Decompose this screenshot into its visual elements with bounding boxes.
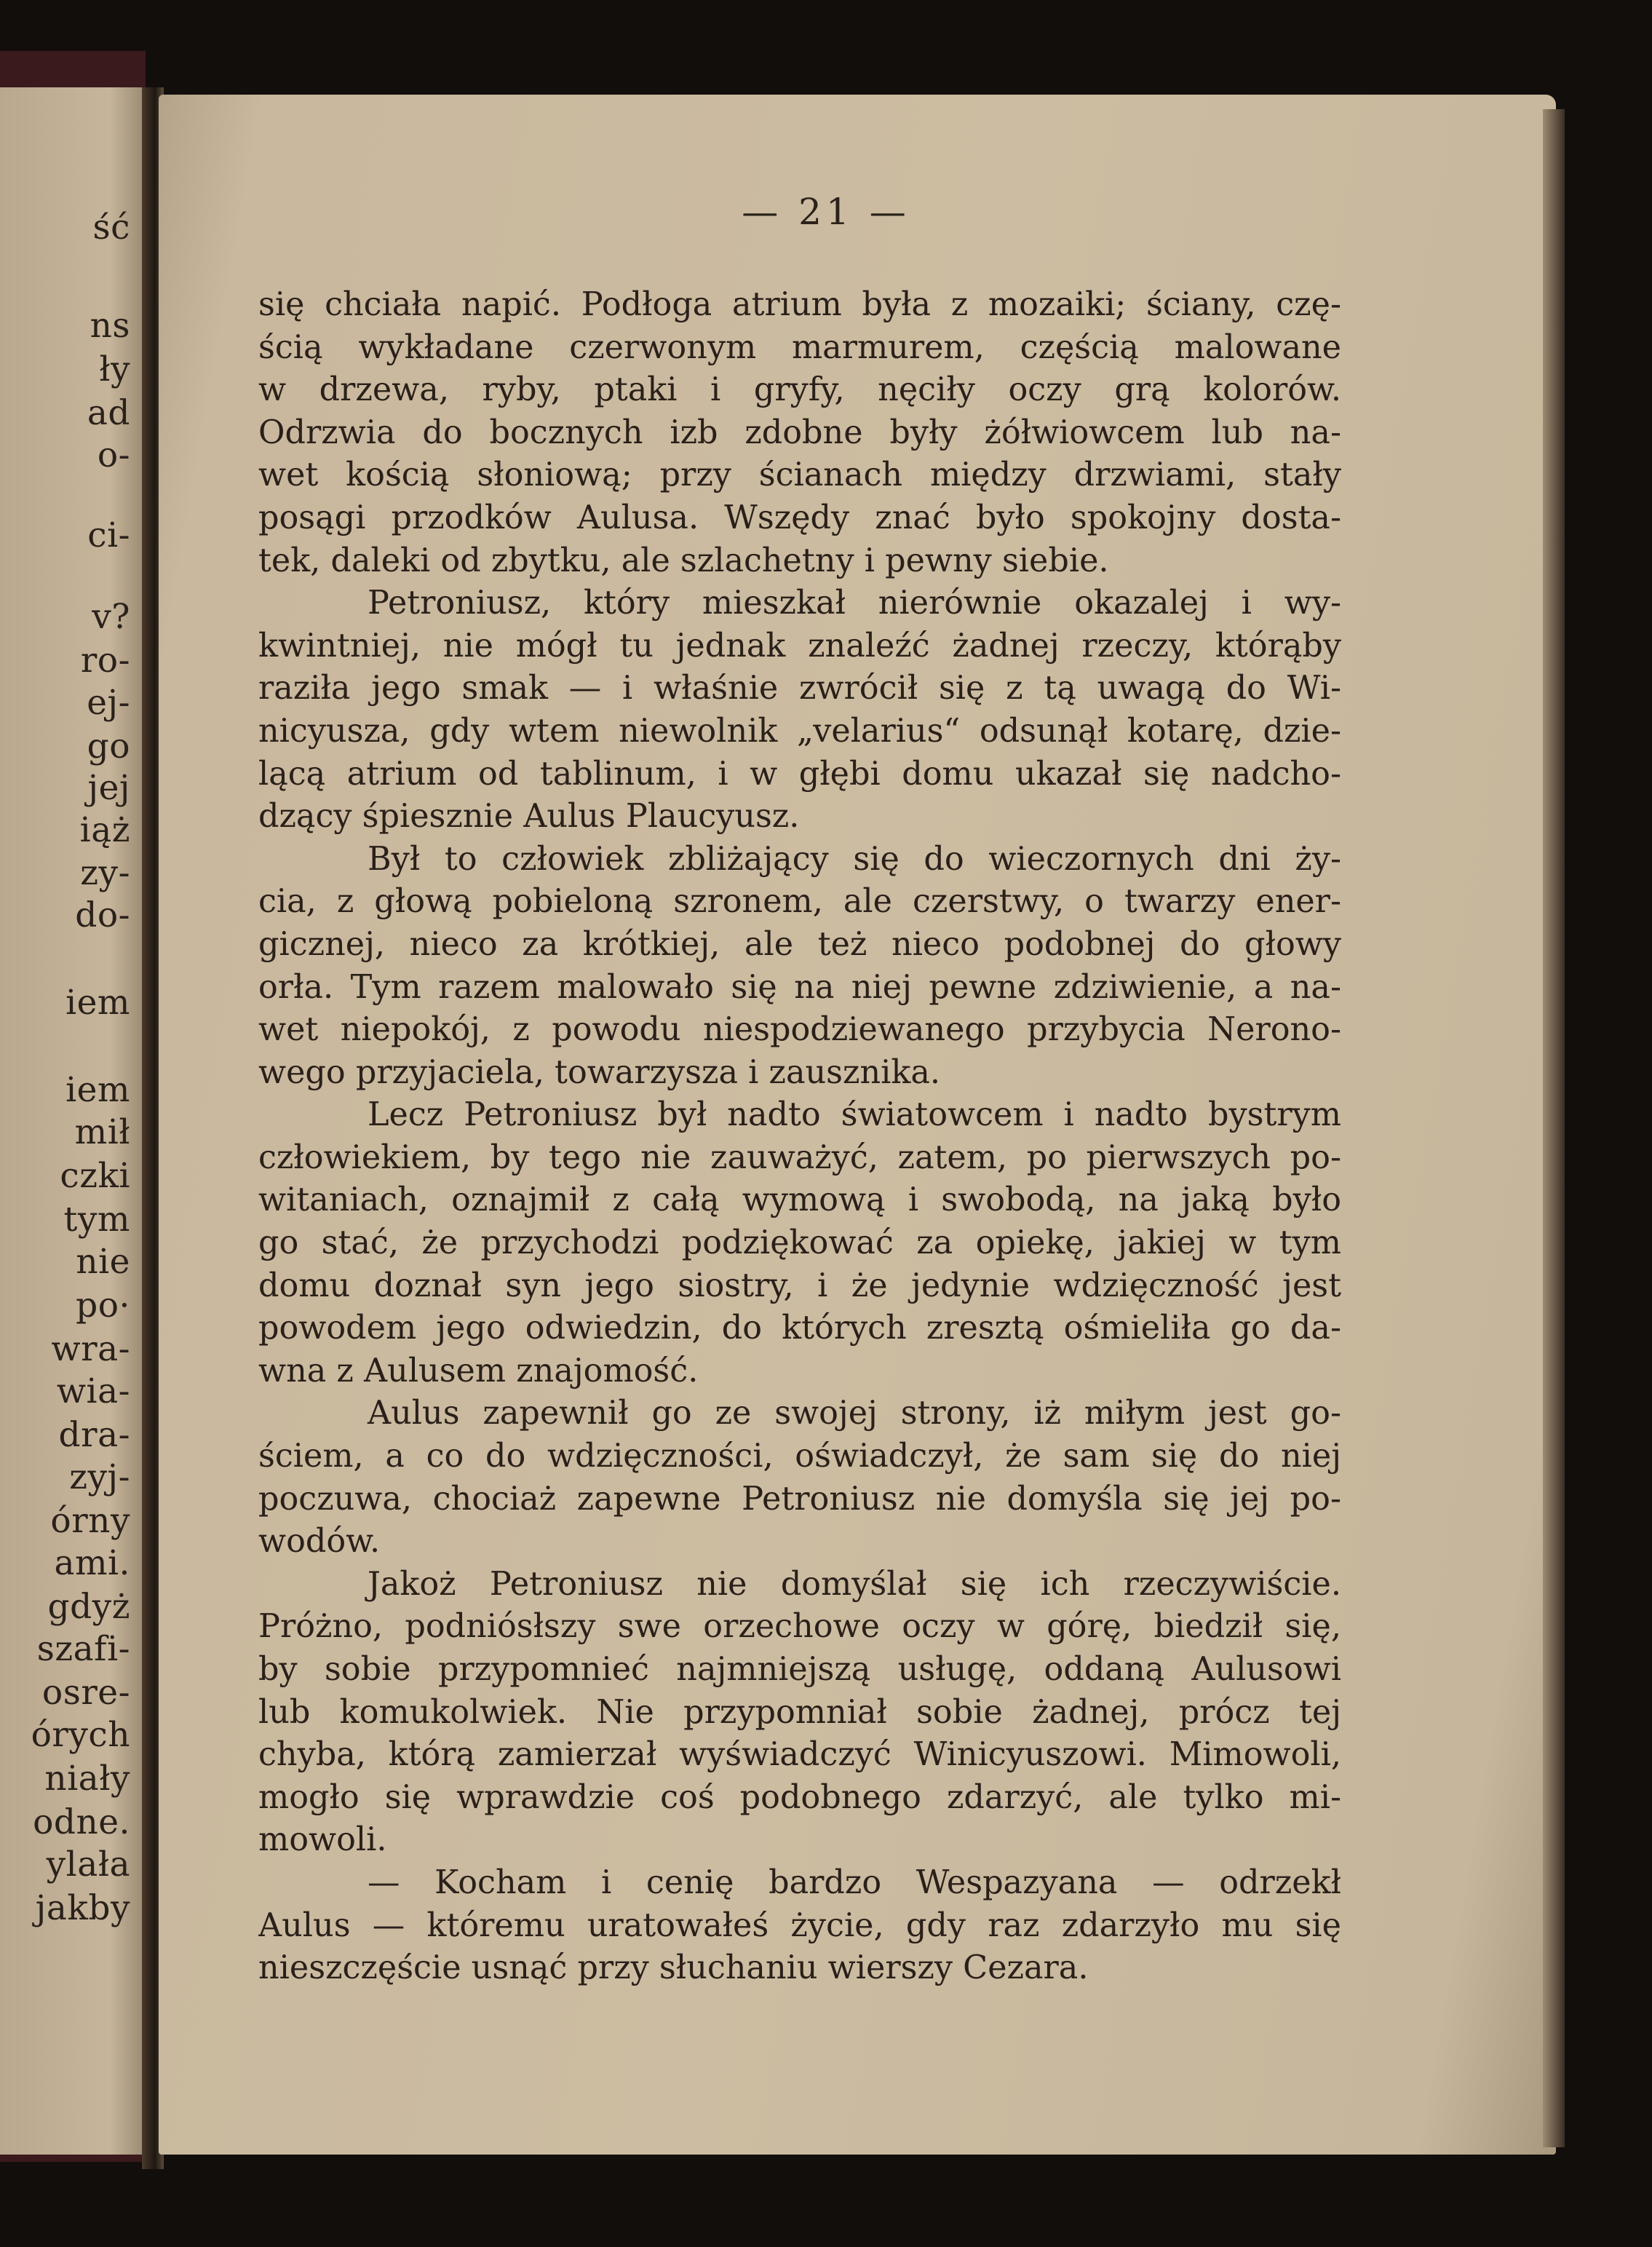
previous-page [0,87,156,2155]
page-edge [1543,109,1565,2147]
text-line: raziła jego smak — i właśnie zwrócił się z tą uwagą do Wi- [258,670,1341,708]
text-line: Próżno, podniósłszy swe orzechowe oczy w górę, biedził się, [258,1608,1341,1646]
text-line: lub komukolwiek. Nie przypomniał sobie żadnej, prócz tej [258,1693,1341,1731]
page-number: — 21 — [742,191,910,233]
text-line: chyba, którą zamierzał wyświadczyć Winicyuszowi. Mimowoli, [258,1736,1341,1774]
text-line: Odrzwia do bocznych izb zdobne były żółwiowcem lub na- [258,413,1341,451]
text-line: Lecz Petroniusz był nadto światowcem i nadto bystrym [368,1096,1341,1134]
text-line: Petroniusz, który mieszkał nierównie okazalej i wy- [368,584,1341,622]
text-line: by sobie przypomnieć najmniejszą usługę, oddaną Aulusowi [258,1651,1341,1688]
prev-page-line-fragment: ro- [80,641,130,681]
text-line: orła. Tym razem malowało się na niej pewne zdziwienie, a na- [258,968,1341,1006]
text-line: wodów. [258,1523,381,1561]
text-line: domu doznał syn jego siostry, i że jedynie wdzięczność jest [258,1267,1341,1304]
text-line: cia, z głową pobieloną szronem, ale czerstwy, o twarzy ener- [258,883,1341,921]
text-line: witaniach, oznajmił z całą wymową i swobodą, na jaką było [258,1181,1341,1219]
prev-page-line-fragment: iem [65,1070,130,1110]
prev-page-line-fragment: ej- [87,683,130,723]
prev-page-line-fragment: órny [50,1501,130,1541]
text-line: wet niepokój, z powodu niespodziewanego przybycia Nerono- [258,1011,1341,1049]
prev-page-line-fragment: go [87,726,130,766]
prev-page-line-fragment: ns [90,306,130,346]
text-line: Aulus — któremu uratowałeś życie, gdy raz zdarzyło mu się [258,1906,1341,1944]
prev-page-line-fragment: iem [65,983,130,1023]
text-line: tek, daleki od zbytku, ale szlachetny i pewny siebie. [258,542,1109,579]
prev-page-line-fragment: ad [87,393,130,433]
prev-page-line-fragment: o- [97,435,130,475]
text-line: się chciała napić. Podłoga atrium była z mozaiki; ściany, czę- [258,286,1341,323]
text-line: dzący śpiesznie Aulus Plaucyusz. [258,798,800,836]
text-line: wet kością słoniową; przy ścianach między drzwiami, stały [258,456,1341,494]
prev-page-line-fragment: gdyż [47,1587,130,1627]
text-line: nieszczęście usnąć przy słuchaniu wierszy Cezara. [258,1949,1089,1987]
prev-page-line-fragment: jej [87,768,130,808]
prev-page-line-fragment: nie [76,1242,130,1282]
text-line: kwintniej, nie mógł tu jednak znaleźć żadnej rzeczy, którąby [258,627,1341,665]
prev-page-line-fragment: tym [63,1200,130,1240]
text-line: nicyusza, gdy wtem niewolnik „velarius“ odsunął kotarę, dzie- [258,712,1341,750]
page-text [258,284,1341,1990]
prev-page-line-fragment: osre- [41,1673,130,1713]
prev-page-line-fragment: iąż [79,810,130,850]
text-line: mowoli. [258,1821,387,1859]
prev-page-line-fragment: ami. [54,1543,130,1583]
text-line: w drzewa, ryby, ptaki i gryfy, nęciły oczy grą kolorów. [258,371,1341,409]
text-line: poczuwa, chociaż zapewne Petroniusz nie domyśla się jej po- [258,1480,1341,1518]
prev-page-line-fragment: v? [92,597,130,637]
prev-page-line-fragment: szafi- [36,1629,130,1669]
text-line: posągi przodków Aulusa. Wszędy znać było spokojny dosta- [258,499,1341,536]
text-line: lącą atrium od tablinum, i w głębi domu ukazał się nadcho- [258,755,1341,793]
prev-page-line-fragment: zy- [80,853,130,893]
text-line: — Kocham i cenię bardzo Wespazyana — odrzekł [368,1863,1341,1901]
text-line: ścią wykładane czerwonym marmurem, częścią malowane [258,328,1341,366]
prev-page-line-fragment: odne. [33,1802,130,1842]
prev-page-line-fragment: wia- [56,1371,130,1411]
text-line: gicznej, nieco za krótkiej, ale też nieco podobnej do głowy [258,925,1341,963]
text-line: Był to człowiek zbliżający się do wieczornych dni ży- [368,840,1341,878]
prev-page-line-fragment: wra- [51,1329,130,1369]
prev-page-line-fragment: do- [75,895,130,935]
prev-page-line-fragment: ci- [87,515,130,555]
prev-page-line-fragment: ylała [46,1844,130,1885]
prev-page-line-fragment: ły [99,349,130,389]
prev-page-line-fragment: ść [92,207,130,247]
text-line: Jakoż Petroniusz nie domyślał się ich rzeczywiście. [368,1565,1341,1603]
prev-page-line-fragment: zyj- [69,1457,130,1497]
text-line: go stać, że przychodzi podziękować za opiekę, jakiej w tym [258,1224,1341,1262]
prev-page-line-fragment: po· [76,1285,130,1325]
prev-page-line-fragment: dra- [58,1415,130,1455]
prev-page-line-fragment: órych [31,1715,130,1755]
text-line: wna z Aulusem znajomość. [258,1352,699,1390]
prev-page-line-fragment: czki [60,1156,130,1196]
text-line: Aulus zapewnił go ze swojej strony, iż miłym jest go- [368,1395,1341,1432]
prev-page-line-fragment: niały [44,1759,130,1799]
text-line: ściem, a co do wdzięczności, oświadczył, że sam się do niej [258,1438,1341,1475]
prev-page-line-fragment: jakby [35,1888,130,1928]
text-line: mogło się wprawdzie coś podobnego zdarzyć, ale tylko mi- [258,1778,1341,1816]
text-line: powodem jego odwiedzin, do których zresztą ośmieliła go da- [258,1309,1341,1347]
text-line: człowiekiem, by tego nie zauważyć, zatem, po pierwszych po- [258,1138,1341,1176]
text-line: wego przyjaciela, towarzysza i zausznika. [258,1053,940,1091]
prev-page-line-fragment: mił [74,1112,130,1152]
